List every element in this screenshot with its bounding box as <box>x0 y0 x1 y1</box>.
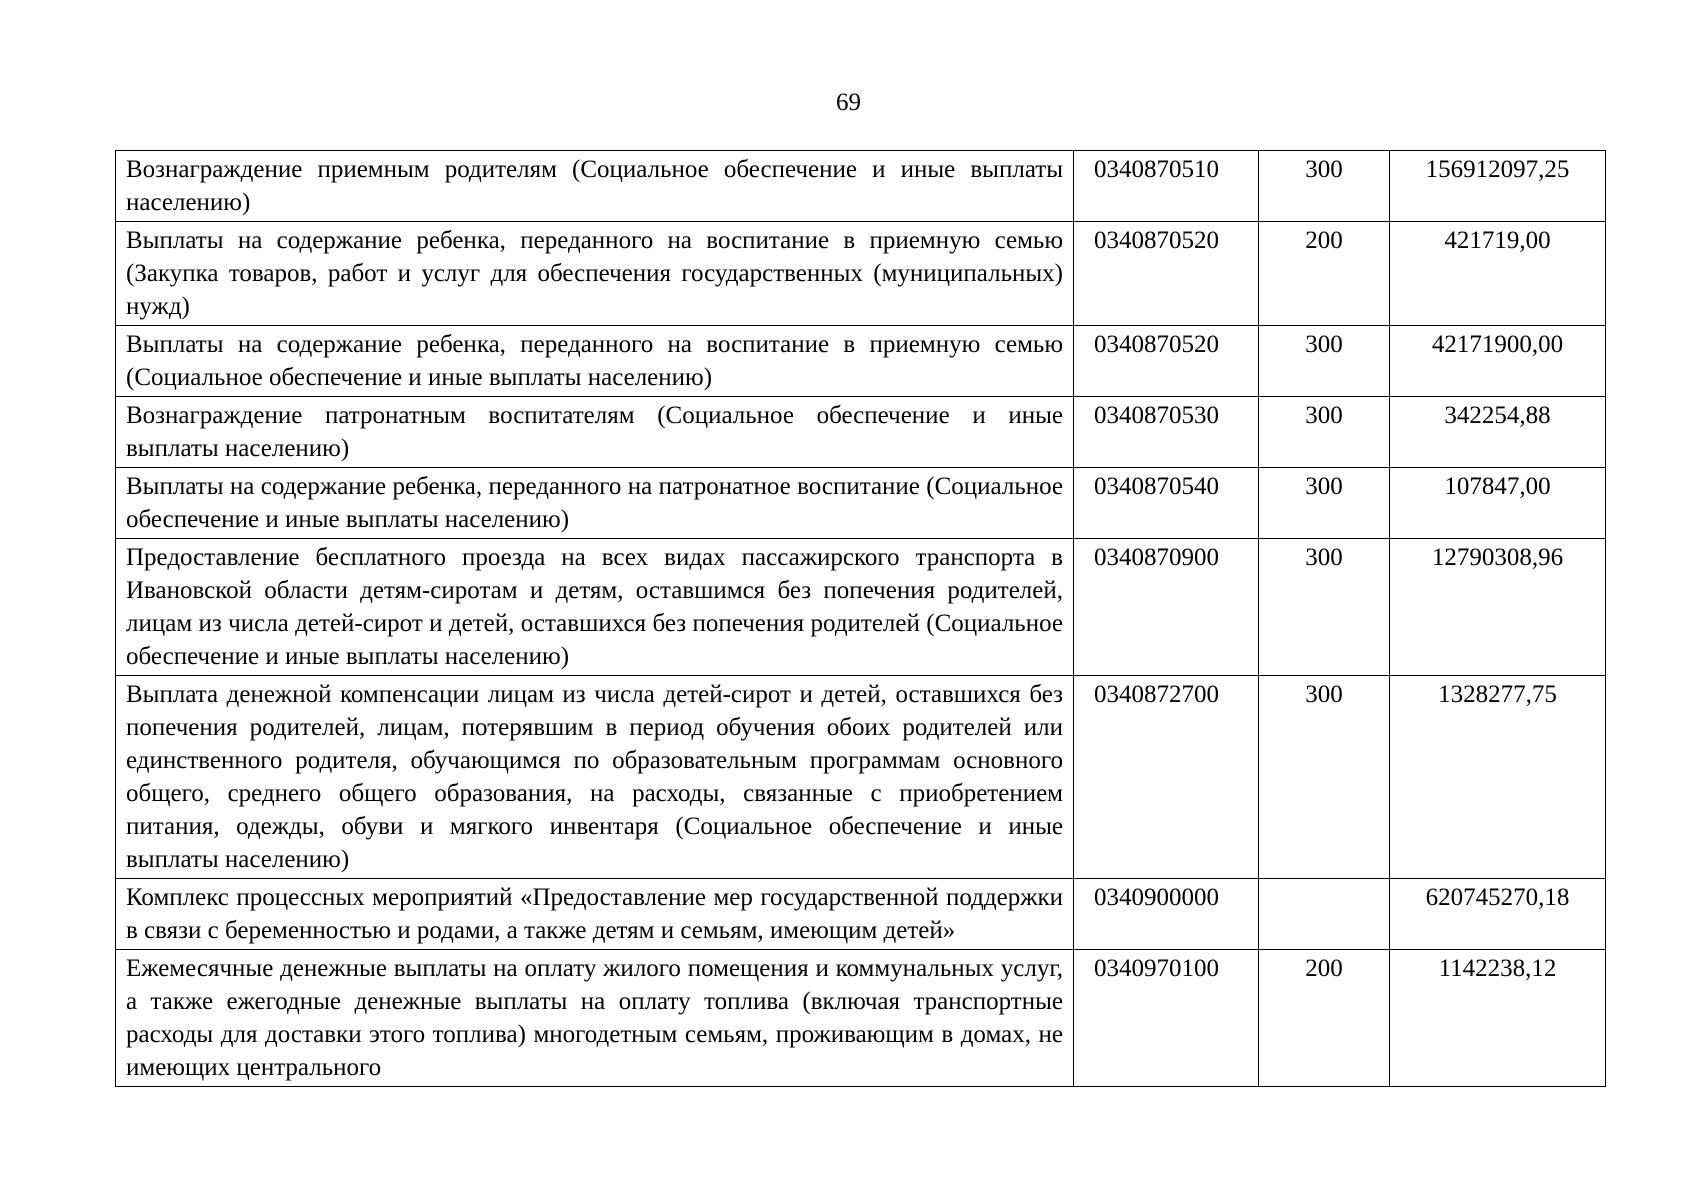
row-description: Ежемесячные денежные выплаты на оплату жилого помещения и коммунальных услуг, а также ежегодные денежные выплаты на оплату топлива (включая транспортные расходы для доставки этого топлива) многодетным семьям, проживающим в домах, не имеющих центрального <box>116 950 1074 1087</box>
row-amount: 107847,00 <box>1390 468 1606 539</box>
row-expense-type: 200 <box>1259 950 1390 1087</box>
row-amount: 156912097,25 <box>1390 151 1606 222</box>
table-row <box>116 468 1606 539</box>
table-row <box>116 151 1606 222</box>
row-amount: 620745270,18 <box>1390 879 1606 950</box>
row-expense-type <box>1259 879 1390 950</box>
row-target-code: 0340870900 <box>1074 539 1259 676</box>
table-row <box>116 539 1606 676</box>
row-expense-type: 300 <box>1259 397 1390 468</box>
table-row <box>116 397 1606 468</box>
table-row <box>116 326 1606 397</box>
row-target-code: 0340870510 <box>1074 151 1259 222</box>
table-row <box>116 676 1606 879</box>
row-expense-type: 300 <box>1259 326 1390 397</box>
row-target-code: 0340870520 <box>1074 326 1259 397</box>
budget-table <box>115 150 1606 1087</box>
page-number: 69 <box>836 89 861 116</box>
row-description: Выплата денежной компенсации лицам из числа детей-сирот и детей, оставшихся без попечения родителей, лицам, потерявшим в период обучения обоих родителей или единственного родителя, обучающимся по образовательным программам основного общего, среднего общего образования, на расходы, связанные с приобретением питания, одежды, обуви и мягкого инвентаря (Социальное обеспечение и иные выплаты населению) <box>116 676 1074 879</box>
row-description: Вознаграждение приемным родителям (Социальное обеспечение и иные выплаты населению) <box>116 151 1074 222</box>
row-description: Вознаграждение патронатным воспитателям (Социальное обеспечение и иные выплаты населению) <box>116 397 1074 468</box>
row-expense-type: 200 <box>1259 222 1390 326</box>
row-amount: 12790308,96 <box>1390 539 1606 676</box>
row-target-code: 0340870520 <box>1074 222 1259 326</box>
row-target-code: 0340970100 <box>1074 950 1259 1087</box>
table-row <box>116 222 1606 326</box>
row-description: Выплаты на содержание ребенка, переданного на воспитание в приемную семью (Социальное обеспечение и иные выплаты населению) <box>116 326 1074 397</box>
row-expense-type: 300 <box>1259 151 1390 222</box>
row-expense-type: 300 <box>1259 539 1390 676</box>
row-description: Комплекс процессных мероприятий «Предоставление мер государственной поддержки в связи с беременностью и родами, а также детям и семьям, имеющим детей» <box>116 879 1074 950</box>
row-amount: 1142238,12 <box>1390 950 1606 1087</box>
row-target-code: 0340900000 <box>1074 879 1259 950</box>
row-target-code: 0340870540 <box>1074 468 1259 539</box>
row-target-code: 0340870530 <box>1074 397 1259 468</box>
row-target-code: 0340872700 <box>1074 676 1259 879</box>
row-expense-type: 300 <box>1259 676 1390 879</box>
row-amount: 421719,00 <box>1390 222 1606 326</box>
row-amount: 342254,88 <box>1390 397 1606 468</box>
table-row <box>116 950 1606 1087</box>
row-amount: 1328277,75 <box>1390 676 1606 879</box>
row-amount: 42171900,00 <box>1390 326 1606 397</box>
table-row <box>116 879 1606 950</box>
row-description: Предоставление бесплатного проезда на всех видах пассажирского транспорта в Ивановской области детям-сиротам и детям, оставшимся без попечения родителей, лицам из числа детей-сирот и детей, оставшихся без попечения родителей (Социальное обеспечение и иные выплаты населению) <box>116 539 1074 676</box>
row-description: Выплаты на содержание ребенка, переданного на патронатное воспитание (Социальное обеспечение и иные выплаты населению) <box>116 468 1074 539</box>
row-expense-type: 300 <box>1259 468 1390 539</box>
row-description: Выплаты на содержание ребенка, переданного на воспитание в приемную семью (Закупка товаров, работ и услуг для обеспечения государственных (муниципальных) нужд) <box>116 222 1074 326</box>
